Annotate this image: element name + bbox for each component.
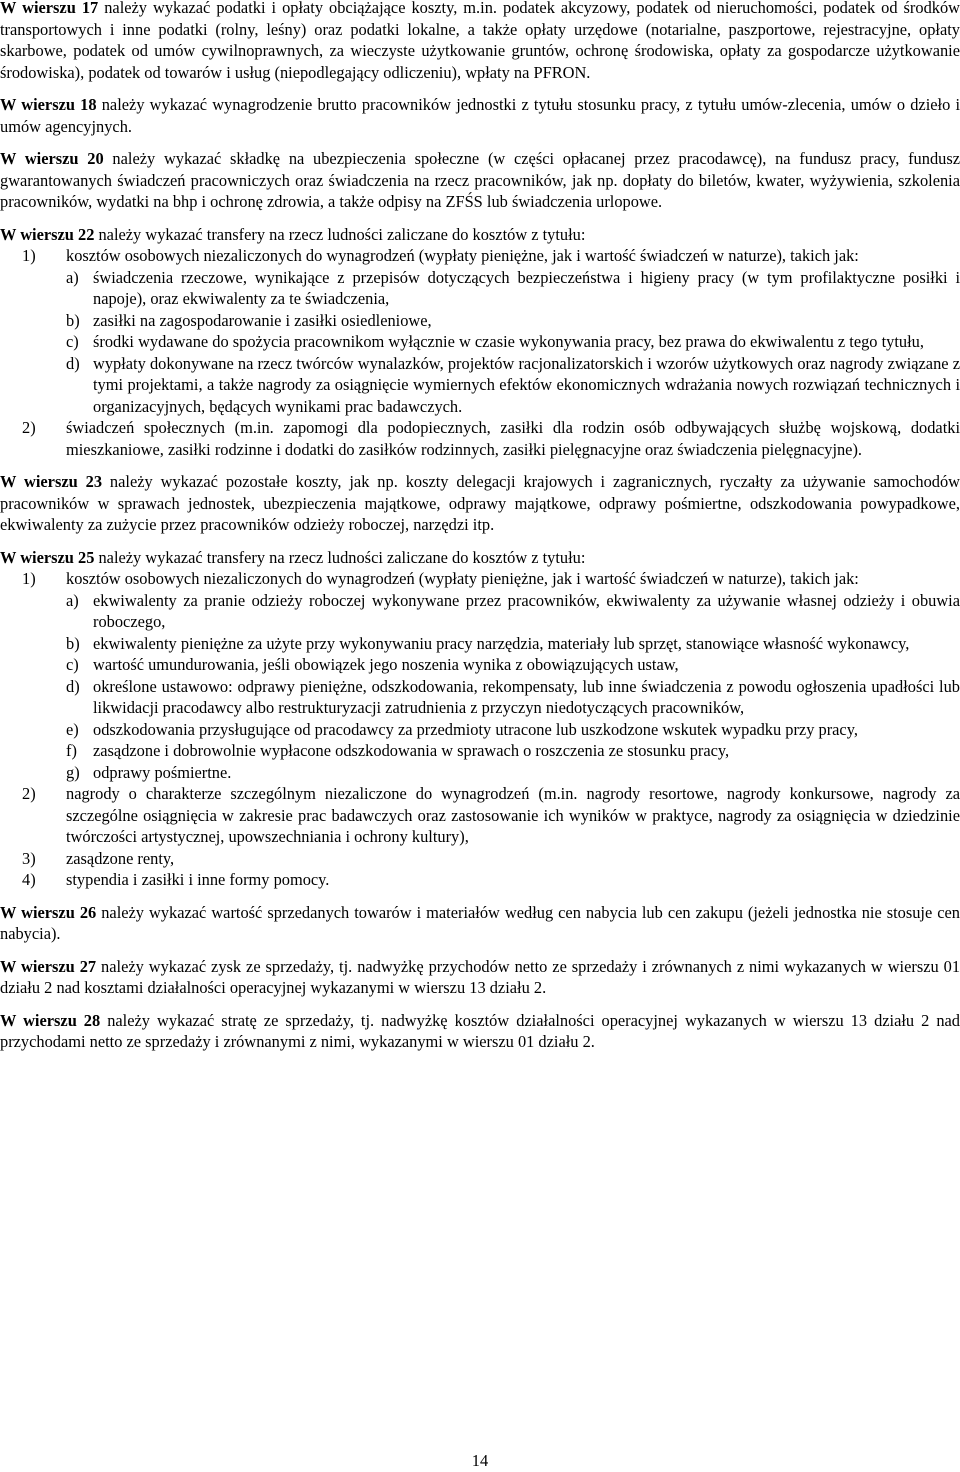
list-item-text: odprawy pośmiertne. [93, 762, 232, 782]
list-item [66, 267, 960, 310]
list-marker: 2) [22, 784, 36, 803]
list-marker: a) [66, 267, 79, 287]
list-item-text: ekwiwalenty pieniężne za użyte przy wykonywaniu pracy narzędzia, materiały lub sprzęt, stanowiące własność wykonawcy, [93, 633, 910, 653]
paragraph-row-25 [0, 547, 960, 891]
list-item [0, 783, 960, 848]
paragraph-text: należy wykazać pozostałe koszty, jak np. koszty delegacji krajowych i zagranicznych, ryczałty za używanie samochodów pracowników w sprawach jednostek, ubezpieczenia majątkowe, odprawy majątkowe, odprawy pośmiertne, odszkodowania powypadkowe, ekwiwalenty za zużycie przez pracowników odzieży roboczej, narzędzi itp. [0, 472, 960, 534]
paragraph-row-28 [0, 1010, 960, 1053]
list-item-text: nagrody o charakterze szczególnym niezaliczone do wynagrodzeń (m.in. nagrody resortowe, nagrody konkursowe, nagrody za szczególne osiągnięcia w zakresie prac badawczych oraz zastosowanie ich wyników w praktyce, nagrody za osiągnięcia w dziedzinie twórczości artystycznej, upowszechniania i ochrony kultury), [66, 784, 960, 846]
list-item [66, 590, 960, 633]
list-item [0, 869, 960, 891]
list-marker: 4) [22, 870, 36, 889]
list-item [66, 762, 960, 784]
row-label: W wierszu 28 [0, 1010, 101, 1030]
list-marker: c) [66, 332, 79, 351]
paragraph-row-22 [0, 224, 960, 461]
list-marker: c) [66, 655, 79, 674]
list-marker: 3) [22, 848, 36, 868]
list-item-text: wartość umundurowania, jeśli obowiązek jego noszenia wynika z obowiązujących ustaw, [93, 655, 679, 674]
list-marker: f) [66, 741, 77, 760]
list-item-text: zasądzone renty, [66, 848, 175, 868]
paragraph-row-17 [0, 0, 960, 83]
page-number: 14 [471, 1451, 489, 1470]
list-item [66, 353, 960, 418]
row-label: W wierszu 20 [0, 149, 104, 168]
row-label: W wierszu 26 [0, 902, 97, 922]
list-item [0, 848, 960, 870]
row-label: W wierszu 22 [0, 224, 95, 244]
row-label: W wierszu 27 [0, 956, 97, 976]
lettered-list [66, 590, 960, 784]
list-marker: 1) [22, 569, 36, 588]
list-item-text: świadczeń społecznych (m.in. zapomogi dla podopiecznych, zasiłki dla rodzin osób odbywających służbę wojskową, dodatki mieszkaniowe, zasiłki rodzinne i dodatki do zasiłków rodzinnych, zasiłki pielęgnacyjne oraz świadczenia pielęgnacyjne). [66, 418, 960, 459]
paragraph-text: należy wykazać transfery na rzecz ludności zaliczane do kosztów z tytułu: [94, 547, 586, 567]
paragraph-intro [0, 547, 960, 569]
list-marker: d) [66, 676, 80, 696]
list-item-text: kosztów osobowych niezaliczonych do wynagrodzeń (wypłaty pieniężne, jak i wartość świadczeń w naturze), takich jak: [66, 246, 859, 265]
paragraph-row-18 [0, 94, 960, 137]
list-item-text: zasiłki na zagospodarowanie i zasiłki osiedleniowe, [93, 310, 432, 330]
list-marker: b) [66, 633, 80, 653]
list-item [66, 654, 960, 676]
list-item [0, 568, 960, 783]
numbered-list [0, 568, 960, 891]
list-marker: a) [66, 590, 79, 610]
row-label: W wierszu 18 [0, 95, 97, 114]
paragraph-text: należy wykazać wynagrodzenie brutto pracowników jednostki z tytułu stosunku pracy, z tytułu umów-zlecenia, umów o dzieło i umów agencyjnych. [0, 95, 960, 136]
list-marker: g) [66, 762, 80, 782]
list-item-text: odszkodowania przysługujące od pracodawcy za przedmioty utracone lub uszkodzone wskutek wypadku przy pracy, [93, 719, 858, 739]
list-item-text: ekwiwalenty za pranie odzieży roboczej wykonywane przez pracowników, ekwiwalenty za używanie własnej odzieży i obuwia roboczego, [93, 590, 960, 631]
row-label: W wierszu 17 [0, 0, 99, 17]
list-item-text: stypendia i zasiłki i inne formy pomocy. [66, 870, 330, 889]
paragraph-text: należy wykazać transfery na rzecz ludności zaliczane do kosztów z tytułu: [94, 224, 586, 244]
paragraph-text: należy wykazać zysk ze sprzedaży, tj. nadwyżkę przychodów netto ze sprzedaży i zrównanych z nimi wykazanych w wierszu 01 działu 2 nad kosztami działalności operacyjnej wykazanymi w wierszu 13 działu 2. [0, 956, 960, 997]
row-label: W wierszu 23 [0, 472, 103, 491]
paragraph-intro [0, 224, 960, 246]
paragraph-row-27 [0, 956, 960, 999]
paragraph-row-20 [0, 148, 960, 213]
list-marker: 1) [22, 246, 36, 265]
lettered-list [66, 267, 960, 418]
paragraph-text: należy wykazać wartość sprzedanych towarów i materiałów według cen nabycia lub cen zakupu (jeżeli jednostka nie stosuje cen nabycia). [0, 902, 960, 943]
list-item [66, 310, 960, 332]
list-item [0, 245, 960, 417]
list-item [66, 719, 960, 741]
paragraph-text: należy wykazać składkę na ubezpieczenia społeczne (w części opłacanej przez pracodawcę), na fundusz pracy, fundusz gwarantowanych świadczeń pracowniczych oraz świadczenia na rzecz pracowników, jak np. dopłaty do biletów, kwater, wyżywienia, szkolenia pracowników, wydatki na bhp i ochronę zdrowia, a także odpisy na ZFŚS lub świadczenia urlopowe. [0, 149, 960, 211]
numbered-list [0, 245, 960, 460]
list-item-text: kosztów osobowych niezaliczonych do wynagrodzeń (wypłaty pieniężne, jak i wartość świadczeń w naturze), takich jak: [66, 569, 859, 588]
list-item [66, 676, 960, 719]
list-marker: 2) [22, 418, 36, 437]
list-item [66, 633, 960, 655]
list-item-text: środki wydawane do spożycia pracownikom wyłącznie w czasie wykonywania pracy, bez prawa do ekwiwalentu z tego tytułu, [93, 332, 924, 351]
paragraph-text: należy wykazać stratę ze sprzedaży, tj. nadwyżkę kosztów działalności operacyjnej wykazanych w wierszu 13 działu 2 nad przychodami netto ze sprzedaży i zrównanymi z nimi, wykazanymi w wierszu 01 działu 2. [0, 1010, 960, 1051]
paragraph-text: należy wykazać podatki i opłaty obciążające koszty, m.in. podatek akcyzowy, podatek od nieruchomości, podatek od środków transportowych i inne podatki (rolny, leśny) oraz podatki lokalne, a także opłaty urzędowe (notarialne, paszportowe, rejestracyjne, opłaty skarbowe, podatek od umów cywilnoprawnych, za wieczyste użytkowanie gruntów, ochronę środowiska, opłaty za gospodarcze użytkowanie środowiska), podatek od towarów i usług (niepodlegający odliczeniu), wpłaty na PFRON. [0, 0, 960, 82]
list-marker: b) [66, 310, 80, 330]
list-item [66, 740, 960, 762]
list-item [66, 331, 960, 353]
list-item [0, 417, 960, 460]
list-marker: d) [66, 353, 80, 373]
list-item-text: świadczenia rzeczowe, wynikające z przepisów dotyczących bezpieczeństwa i higieny pracy (w tym profilaktyczne posiłki i napoje), oraz ekwiwalenty za te świadczenia, [93, 267, 960, 308]
list-marker: e) [66, 719, 79, 739]
row-label: W wierszu 25 [0, 547, 95, 567]
list-item-text: wypłaty dokonywane na rzecz twórców wynalazków, projektów racjonalizatorskich i wzorów użytkowych oraz nagrody związane z tymi projektami, a także nagrody za osiągnięcie wymiernych efektów ekonomicznych wdrażania nowych rozwiązań technicznych i organizacyjnych, będących wynikami prac badawczych. [93, 353, 960, 416]
paragraph-row-26 [0, 902, 960, 945]
paragraph-row-23 [0, 471, 960, 536]
list-item-text: zasądzone i dobrowolnie wypłacone odszkodowania w sprawach o roszczenia ze stosunku pracy, [93, 741, 730, 760]
list-item-text: określone ustawowo: odprawy pieniężne, odszkodowania, rekompensaty, lub inne świadczenia z powodu ogłoszenia upadłości lub likwidacji pracodawcy albo restrukturyzacji zatrudnienia z przyczyn niedotyczących pracowników, [93, 676, 960, 717]
